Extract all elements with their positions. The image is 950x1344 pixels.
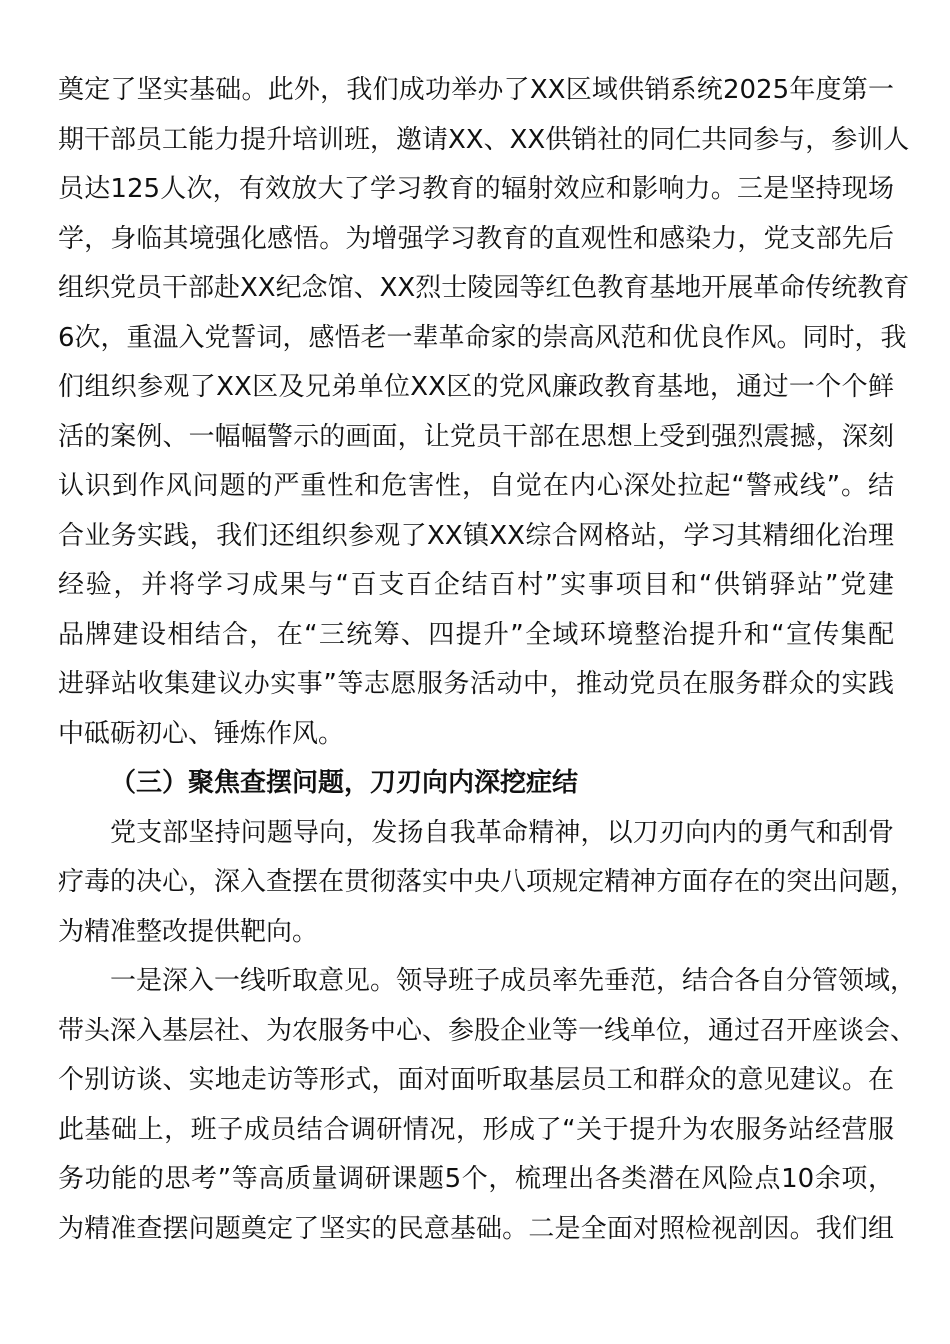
text-line: 进驿站收集建议办实事”等志愿服务活动中，推动党员在服务群众的实践 — [58, 669, 894, 699]
paragraph-2 — [58, 809, 917, 958]
text-line: 疗毒的决心，深入查摆在贯彻落实中央八项规定精神方面存在的突出问题， — [58, 867, 917, 897]
text-line: 员达125人次，有效放大了学习教育的辐射效应和影响力。三是坚持现场 — [58, 174, 894, 204]
text-line: 务功能的思考”等高质量调研课题5个，梳理出各类潜在风险点10余项， — [58, 1164, 894, 1194]
text-line: 期干部员工能力提升培训班，邀请XX、XX供销社的同仁共同参与，参训人 — [58, 124, 910, 155]
section-heading: （三）聚焦查摆问题，刀刃向内深挖症结 — [110, 768, 579, 798]
text-line: 合业务实践，我们还组织参观了XX镇XX综合网格站，学习其精细化治理 — [58, 520, 894, 551]
paragraph-1 — [58, 66, 910, 759]
text-line: 一是深入一线听取意见。领导班子成员率先垂范，结合各自分管领域， — [110, 966, 917, 996]
text-line: 个别访谈、实地走访等形式，面对面听取基层员工和群众的意见建议。在 — [58, 1065, 894, 1095]
text-line: 为精准查摆问题奠定了坚实的民意基础。二是全面对照检视剖因。我们组 — [58, 1213, 894, 1244]
paragraph-3 — [58, 957, 917, 1254]
text-line: 活的案例、一幅幅警示的画面，让党员干部在思想上受到强烈震撼，深刻 — [58, 421, 894, 452]
text-line: 带头深入基层社、为农服务中心、参股企业等一线单位，通过召开座谈会、 — [58, 1015, 917, 1046]
text-line: 党支部坚持问题导向，发扬自我革命精神，以刀刃向内的勇气和刮骨 — [110, 817, 894, 848]
text-line: 认识到作风问题的严重性和危害性，自觉在内心深处拉起“警戒线”。结 — [58, 471, 894, 501]
text-line: 品牌建设相结合，在“三统筹、四提升”全域环境整治提升和“宣传集配 — [58, 619, 894, 650]
text-line: 6次，重温入党誓词，感悟老一辈革命家的崇高风范和优良作风。同时，我 — [58, 322, 907, 353]
text-line: 们组织参观了XX区及兄弟单位XX区的党风廉政教育基地，通过一个个鲜 — [58, 372, 894, 402]
document-body — [58, 66, 917, 1254]
text-line: 中砥砺初心、锤炼作风。 — [58, 718, 345, 749]
text-line: 学，身临其境强化感悟。为增强学习教育的直观性和感染力，党支部先后 — [58, 223, 894, 254]
text-line: 组织党员干部赴XX纪念馆、XX烈士陵园等红色教育基地开展革命传统教育 — [58, 273, 910, 303]
text-line: 奠定了坚实基础。此外，我们成功举办了XX区域供销系统2025年度第一 — [58, 75, 894, 105]
text-line: 此基础上，班子成员结合调研情况，形成了“关于提升为农服务站经营服 — [58, 1114, 894, 1145]
text-line: 经验，并将学习成果与“百支百企结百村”实事项目和“供销驿站”党建 — [58, 570, 894, 600]
text-line: 为精准整改提供靶向。 — [58, 916, 319, 947]
